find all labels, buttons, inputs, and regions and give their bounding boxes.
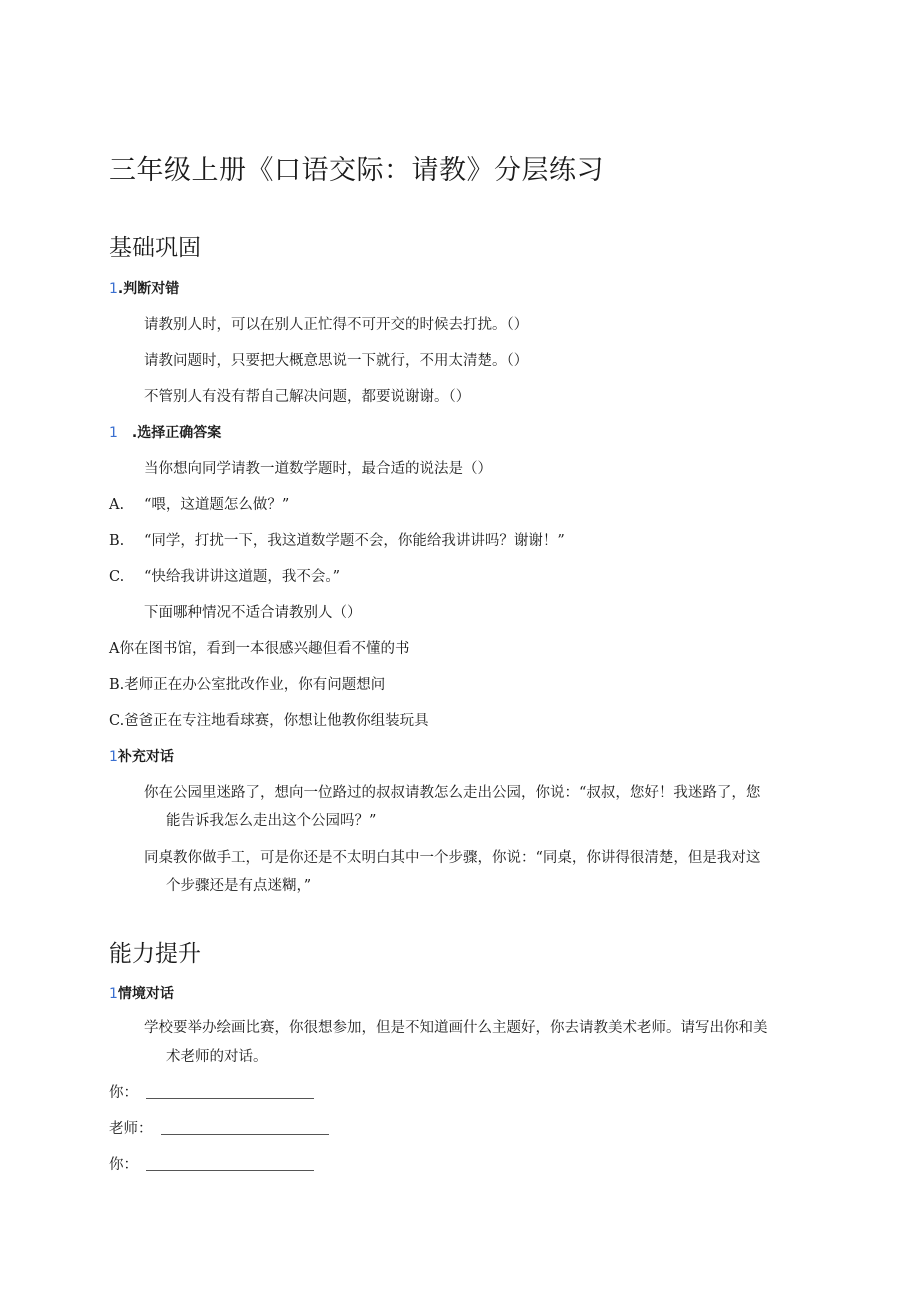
scenario-line-1: 学校要举办绘画比赛，你很想参加，但是不知道画什么主题好，你去请教美术老师。请写出你和美 (144, 1020, 768, 1036)
section-heading-advanced: 能力提升 (109, 941, 201, 967)
question-heading-choice (109, 422, 221, 442)
page-title: 三年级上册《口语交际：请教》分层练习 (109, 155, 604, 186)
dialogue-prompt-1-line-1: 你在公园里迷路了，想向一位路过的叔叔请教怎么走出公园，你说：“叔叔，您好！我迷路了，您 (144, 785, 761, 801)
dialogue-prompt-2-line-2: 个步骤还是有点迷糊，” (166, 878, 312, 894)
question-heading-scenario (109, 983, 174, 1003)
scenario-line-2: 术老师的对话。 (166, 1049, 268, 1065)
choice-option-a (109, 493, 289, 514)
question-title: .选择正确答案 (131, 425, 222, 441)
choice-option-c (109, 565, 340, 586)
choice-question-1: 当你想向同学请教一道数学题时，最合适的说法是（） (144, 461, 492, 477)
choice2-option-a: A你在图书馆，看到一本很感兴趣但看不懂的书 (109, 641, 410, 657)
choice2-option-b: B.老师正在办公室批改作业，你有问题想问 (109, 677, 386, 693)
question-title: 情境对话 (117, 986, 174, 1002)
section-heading-basic: 基础巩固 (109, 235, 201, 261)
question-title: 补充对话 (117, 749, 174, 765)
judge-item: 不管别人有没有帮自己解决问题，都要说谢谢。（） (144, 389, 471, 405)
question-number: 1 (109, 425, 118, 441)
judge-item: 请教问题时，只要把大概意思说一下就行，不用太清楚。（） (144, 353, 529, 369)
question-heading-judge (109, 278, 179, 298)
choice2-option-c: C.爸爸正在专注地看球赛，你想让他教你组装玩具 (109, 713, 429, 729)
speaker-label: 老师： (109, 1121, 153, 1137)
option-label: B. (109, 533, 125, 549)
speaker-label: 你： (109, 1157, 138, 1173)
answer-blank[interactable] (146, 1156, 314, 1171)
question-title: .判断对错 (117, 281, 180, 297)
dialog-row-you (109, 1153, 314, 1174)
question-heading-dialogue (109, 746, 174, 766)
option-text: “喂，这道题怎么做？” (144, 497, 290, 513)
option-text: “同学，打扰一下，我这道数学题不会，你能给我讲讲吗？谢谢！” (144, 533, 565, 549)
option-label: A. (109, 497, 125, 513)
answer-blank[interactable] (146, 1084, 314, 1099)
dialogue-prompt-2-line-1: 同桌教你做手工，可是你还是不太明白其中一个步骤，你说：“同桌，你讲得很清楚，但是我对这 (144, 850, 761, 866)
speaker-label: 你： (109, 1085, 138, 1101)
question-number: 1 (109, 281, 118, 297)
choice-option-b (109, 529, 565, 550)
judge-item: 请教别人时，可以在别人正忙得不可开交的时候去打扰。（） (144, 317, 529, 333)
answer-blank[interactable] (161, 1120, 329, 1135)
dialog-row-teacher (109, 1117, 329, 1138)
question-number: 1 (109, 749, 118, 765)
option-label: C. (109, 569, 125, 585)
question-number: 1 (109, 986, 118, 1002)
dialog-row-you (109, 1081, 314, 1102)
dialogue-prompt-1-line-2: 能告诉我怎么走出这个公园吗？” (166, 813, 377, 829)
option-text: “快给我讲讲这道题，我不会。” (144, 569, 341, 585)
choice-question-2: 下面哪种情况不适合请教别人（） (144, 605, 362, 621)
